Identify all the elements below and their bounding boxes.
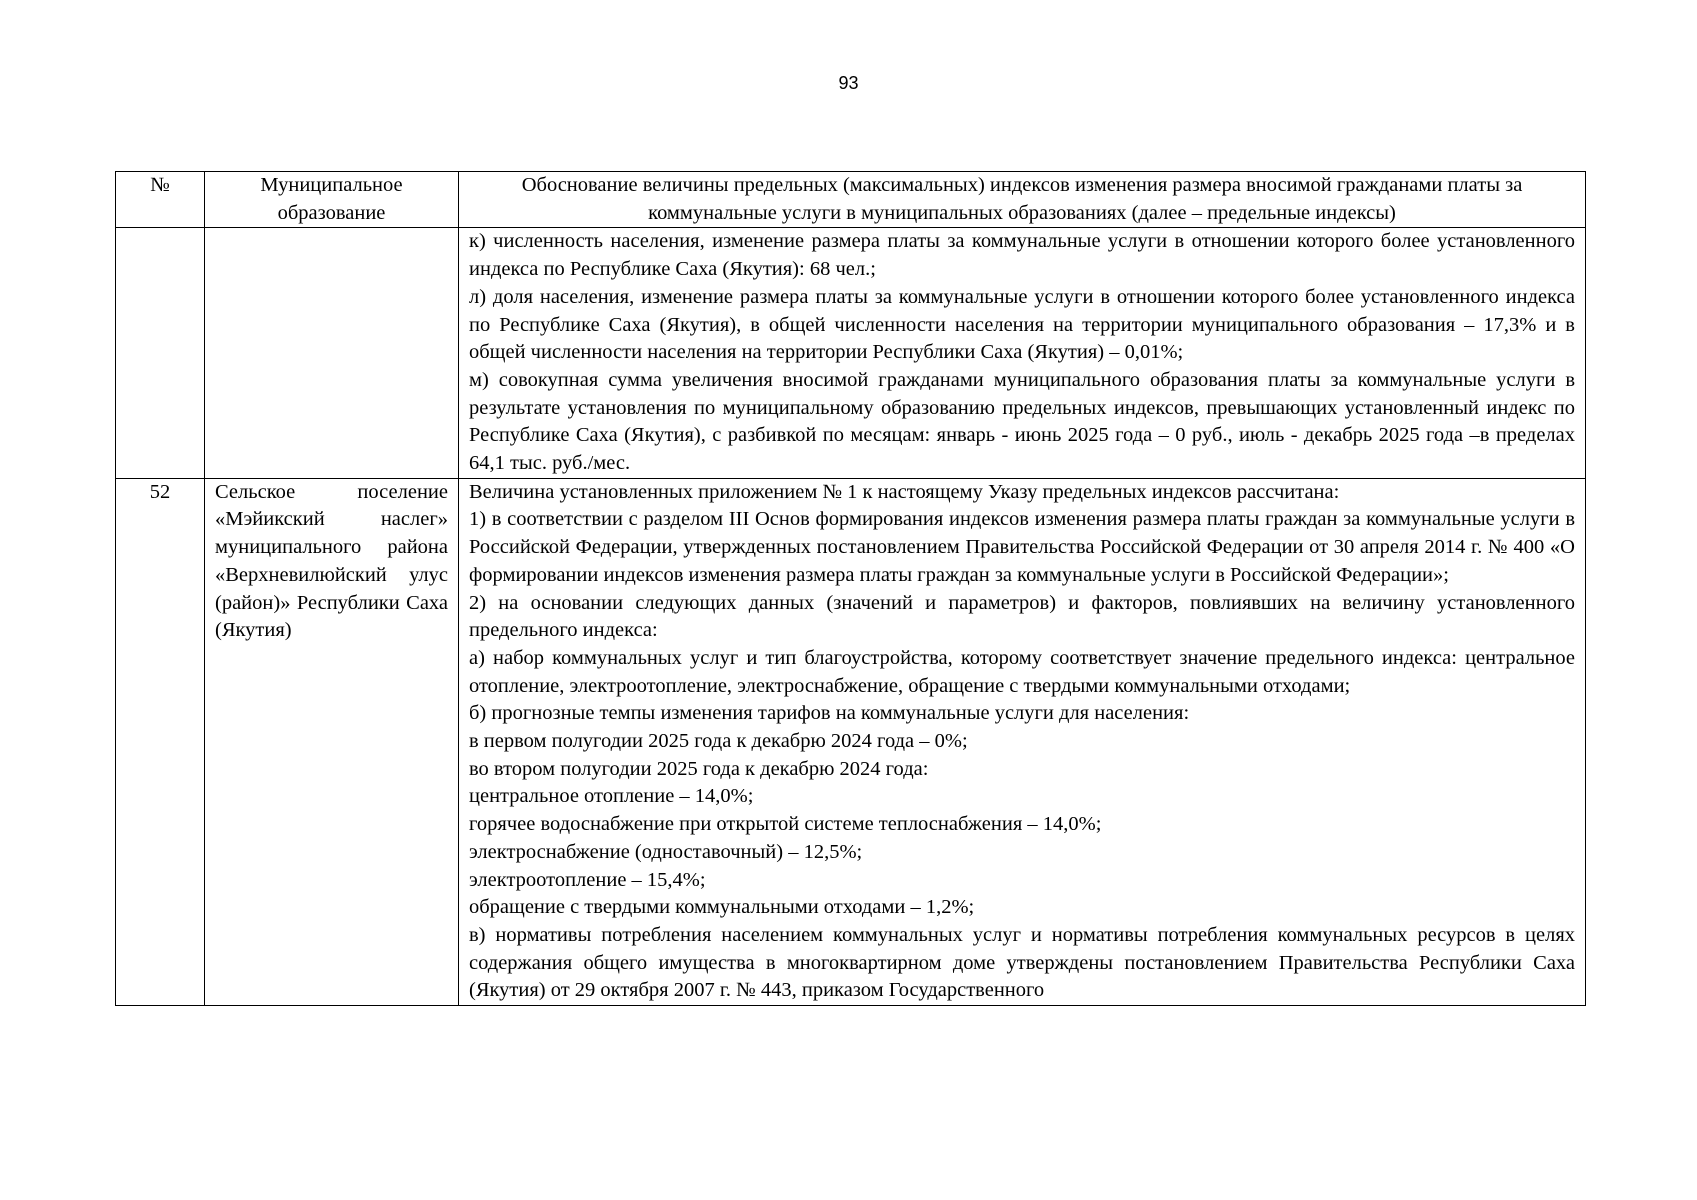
paragraph-waste: обращение с твердыми коммунальными отходами – 1,2%; — [469, 896, 975, 919]
row-52-number: 52 — [116, 478, 205, 1005]
paragraph-second-half: во втором полугодии 2025 года к декабрю 2024 года: — [469, 757, 929, 780]
paragraph-k: к) численность населения, изменение размера платы за коммунальные услуги в отношении которого более установленного индекса по Республике Саха (Якутия): 68 чел.; — [469, 230, 1575, 281]
paragraph-heating: центральное отопление – 14,0%; — [469, 785, 754, 808]
row-continued-justification — [459, 228, 1586, 478]
paragraph-v: в) нормативы потребления населением коммунальных услуг и нормативы потребления коммунальных ресурсов в целях содержания общего имущества в многоквартирном доме утверждены постановлением Правительства Республики Саха (Якутия) от 29 октября 2007 г. № 443, приказом Государственного — [469, 923, 1575, 1002]
row-continued-municipality — [205, 228, 459, 478]
paragraph-l: л) доля населения, изменение размера платы за коммунальные услуги в отношении которого более установленного индекса по Республике Саха (Якутия), в общей численности населения на территории муниципального образования – 17,3% и в общей численности населения на территории Республики Саха (Якутия) – 0,01%; — [469, 285, 1575, 364]
header-number: № — [116, 172, 205, 228]
table-header-row — [116, 172, 1586, 228]
paragraph-m: м) совокупная сумма увеличения вносимой гражданами муниципального образования платы за коммунальные услуги в результате установления по муниципальному образованию предельных индексов, превышающих установленный индекс по Республике Саха (Якутия), с разбивкой по месяцам: январь - июнь 2025 года – 0 руб., июль - декабрь 2025 года –в пределах 64,1 тыс. руб./мес. — [469, 368, 1575, 475]
paragraph-electricity: электроснабжение (одноставочный) – 12,5%; — [469, 840, 863, 863]
paragraph-intro: Величина установленных приложением № 1 к настоящему Указу предельных индексов рассчитана: — [469, 480, 1340, 503]
table-row-continued — [116, 228, 1586, 478]
justification-table — [115, 171, 1586, 1006]
paragraph-2: 2) на основании следующих данных (значений и параметров) и факторов, повлиявших на величину установленного предельного индекса: — [469, 591, 1575, 642]
row-52-municipality: Сельское поселение «Мэйикский наслег» муниципального района «Верхневилюйский улус (район)» Республики Саха (Якутия) — [205, 478, 459, 1005]
paragraph-b: б) прогнозные темпы изменения тарифов на коммунальные услуги для населения: — [469, 702, 1190, 725]
paragraph-a: а) набор коммунальных услуг и тип благоустройства, которому соответствует значение предельного индекса: центральное отопление, электроотопление, электроснабжение, обращение с твердыми коммунальными отходами; — [469, 646, 1575, 697]
paragraph-hot-water: горячее водоснабжение при открытой системе теплоснабжения – 14,0%; — [469, 813, 1102, 836]
header-justification: Обоснование величины предельных (максимальных) индексов изменения размера вносимой гражданами платы за коммунальные услуги в муниципальных образованиях (далее – предельные индексы) — [459, 172, 1586, 228]
paragraph-first-half: в первом полугодии 2025 года к декабрю 2024 года – 0%; — [469, 730, 968, 753]
row-continued-number — [116, 228, 205, 478]
paragraph-1: 1) в соответствии с разделом III Основ формирования индексов изменения размера платы граждан за коммунальные услуги в Российской Федерации, утвержденных постановлением Правительства Российской Федерации от 30 апреля 2014 г. № 400 «О формировании индексов изменения размера платы граждан за коммунальные услуги в Российской Федерации»; — [469, 508, 1575, 586]
header-municipality: Муниципальное образование — [205, 172, 459, 228]
paragraph-electric-heating: электроотопление – 15,4%; — [469, 868, 706, 891]
page-number: 93 — [838, 73, 859, 93]
row-52-justification — [459, 478, 1586, 1005]
table-row-52 — [116, 478, 1586, 1005]
